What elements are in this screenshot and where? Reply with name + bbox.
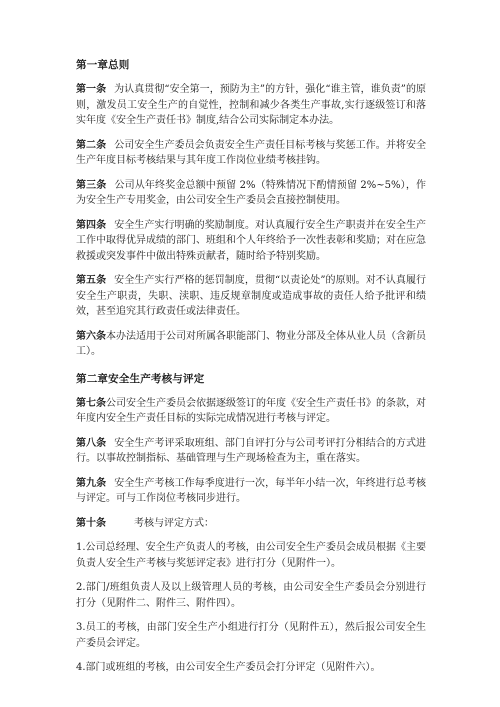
document-page bbox=[76, 58, 426, 685]
article-2 bbox=[76, 138, 426, 169]
article-8 bbox=[76, 436, 426, 467]
article-label: 第五条 bbox=[76, 275, 107, 286]
article-7 bbox=[76, 396, 426, 427]
article-text: 公司从年终奖金总额中预留 2%（特殊情况下酌情预留 2%~5%），作为安全生产专用奖金，由公司安全生产委员会直接控制使用。 bbox=[76, 179, 426, 206]
article-label: 第一条 bbox=[76, 84, 107, 95]
article-label: 第八条 bbox=[76, 437, 107, 449]
article-label: 第七条 bbox=[76, 397, 106, 409]
article-label: 第十条 bbox=[76, 517, 106, 529]
list-item: 4.部门或班组的考核，由公司安全生产委员会打分评定（见附件六）。 bbox=[76, 662, 381, 673]
article-text: 本办法适用于公司对所属各职能部门、物业分部及全体从业人员（含新员工）。 bbox=[76, 330, 426, 357]
article-text: 公司安全生产委员会负责安全生产责任目标考核与奖惩工作。并将安全生产年度目标考核结果与其年度工作岗位业绩考核挂钩。 bbox=[76, 139, 427, 166]
article-text: 考核与评定方式： bbox=[134, 517, 214, 529]
article-label: 第四条 bbox=[76, 219, 107, 231]
chapter-2-title: 第二章安全生产考核与评定 bbox=[76, 372, 205, 385]
article-label: 第九条 bbox=[76, 477, 107, 489]
article-text: 安全生产实行严格的惩罚制度，贯彻“以责论处”的原则。对不认真履行安全生产职责，失职、渎职、违反规章制度或造成事故的责任人给予批评和绩效，甚至追究其行政责任或法律责任。 bbox=[76, 275, 426, 317]
article-text: 为认真贯彻“安全第一，预防为主”的方针，强化“谁主管，谁负责”的原则，激发员工安全生产的自觉性，控制和减少各类生产事故,实行逐级签订和落实年度《安全生产责任书》制度,结合公司实际制定本办法。 bbox=[76, 84, 427, 126]
article-10 bbox=[76, 516, 426, 532]
list-item: 3.员工的考核，由部门安全生产小组进行打分（见附件五），然后报公司安全生产委员会评定。 bbox=[76, 622, 426, 649]
article-label: 第二条 bbox=[76, 139, 107, 151]
article-text: 公司安全生产委员会依据逐级签订的年度《安全生产责任书》的条款，对年度内安全生产责任目标的实际完成情况进行考核与评定。 bbox=[76, 397, 426, 424]
list-item: 2.部门/班组负责人及以上级管理人员的考核，由公司安全生产委员会分别进行打分（见附件二、附件三、附件四）。 bbox=[76, 582, 426, 609]
article-4 bbox=[76, 218, 426, 265]
article-6 bbox=[76, 329, 426, 360]
article-text: 安全生产考核工作每季度进行一次，每半年小结一次，年终进行总考核与评定。可与工作岗位考核同步进行。 bbox=[76, 477, 427, 504]
article-5 bbox=[76, 273, 426, 320]
article-3 bbox=[76, 178, 426, 209]
chapter-1-title: 第一章总则 bbox=[76, 59, 130, 71]
article-label: 第六条 bbox=[76, 330, 106, 342]
list-item: 1.公司总经理、安全生产负责人的考核，由公司安全生产委员会成员根据《主要负责人安全生产考核与奖惩评定表》进行打分（见附件一）。 bbox=[76, 542, 426, 569]
article-9 bbox=[76, 476, 426, 507]
article-1 bbox=[76, 82, 426, 129]
article-label: 第三条 bbox=[76, 179, 107, 191]
article-text: 安全生产实行明确的奖励制度。对认真履行安全生产职责并在安全生产工作中取得优异成绩的部门、班组和个人年终给予一次性表彰和奖励；对在应急救援或突发事件中做出特殊贡献者，随时给予特别奖励。 bbox=[76, 219, 427, 262]
article-text: 安全生产考评采取班组、部门自评打分与公司考评打分相结合的方式进行。以事故控制指标、基础管理与生产现场检查为主，重在落实。 bbox=[76, 437, 427, 464]
